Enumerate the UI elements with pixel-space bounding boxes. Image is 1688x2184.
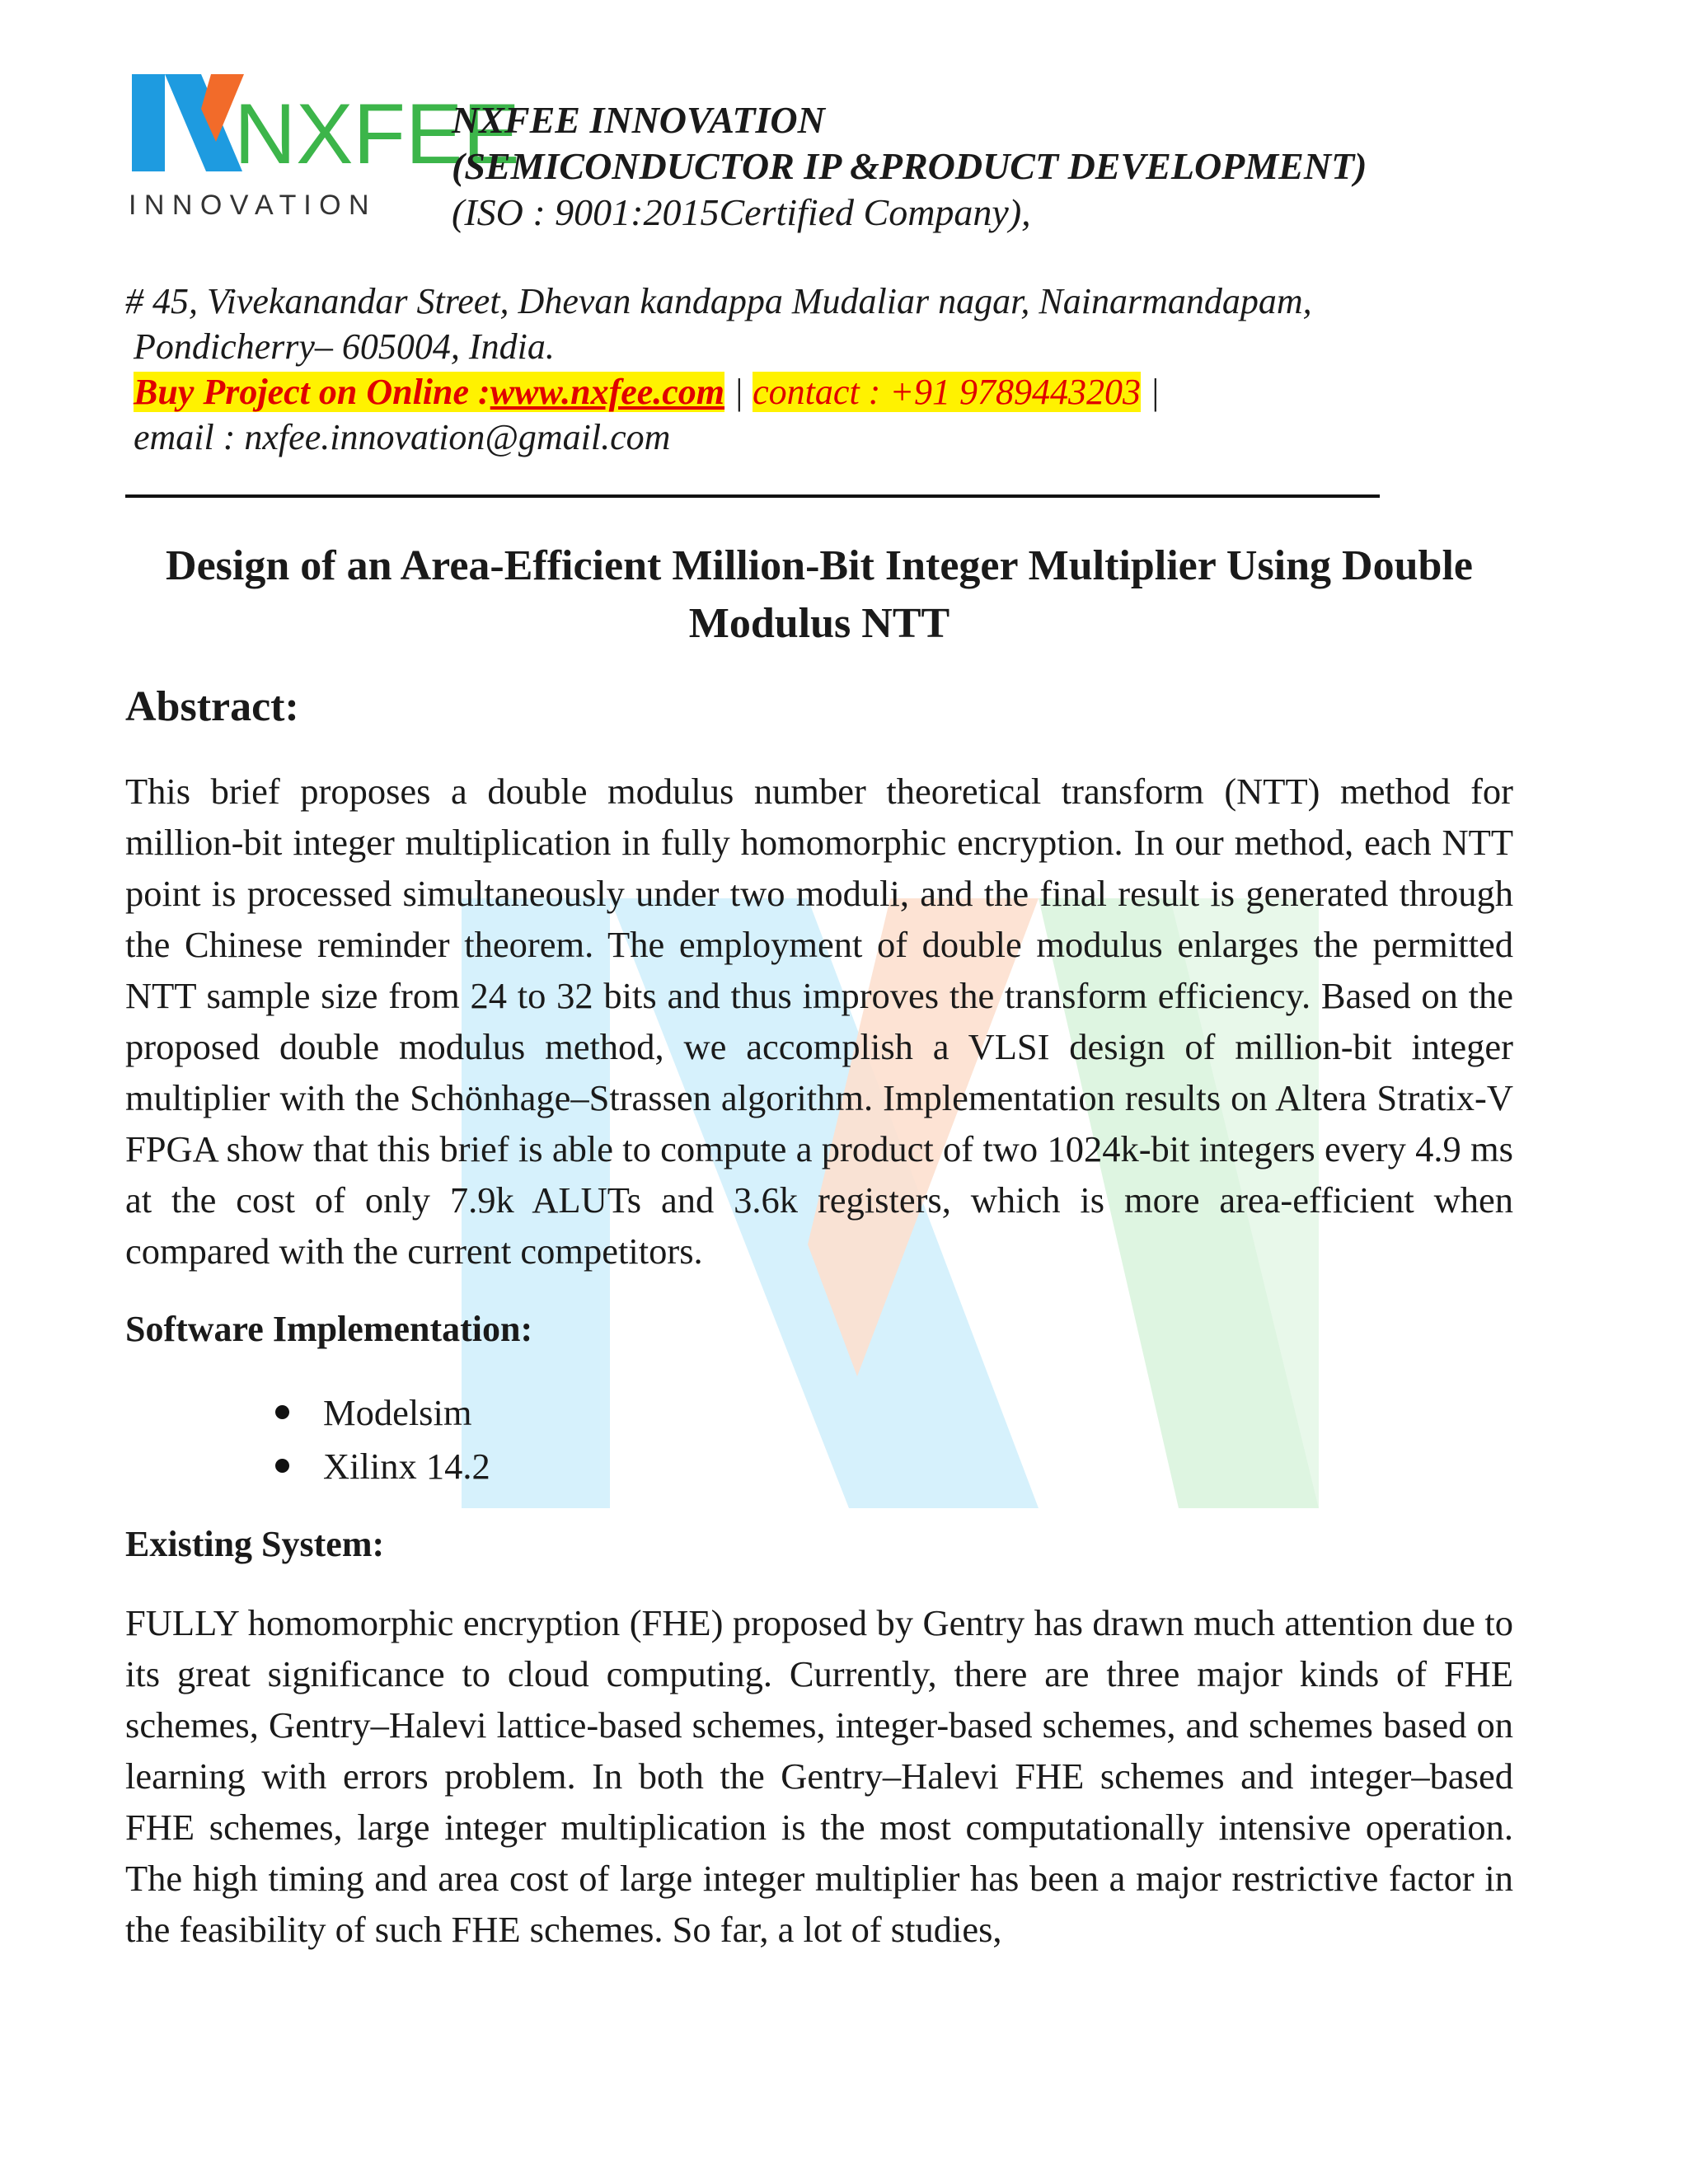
abstract-text: This brief proposes a double modulus number theoretical transform (NTT) method for million-bit integer multiplication in fully homomorphic encryption. In our method, each NTT point is processed simultaneously under two moduli, and the final result is generated through the Chinese reminder theorem. The employment of double modulus enlarges the permitted NTT sample size from 24 to 32 bits and thus improves the transform efficiency. Based on the proposed double modulus method, we accomplish a VLSI design of million-bit integer multiplier with the Schönhage–Strassen algorithm. Implementation results on Altera Stratix-V FPGA show that this brief is able to compute a product of two 1024k-bit integers every 4.9 ms at the cost of only 7.9k ALUTs and 3.6k registers, which is more area-efficient when compared with the current competitors. [125,771,1513,1272]
address-line-2: Pondicherry– 605004, India. [134,326,555,367]
address-block [125,279,1526,460]
company-tagline: (SEMICONDUCTOR IP &PRODUCT DEVELOPMENT) [452,145,1367,187]
bullet-icon [275,1405,289,1419]
separator-end: | [1141,372,1160,412]
abstract-heading: Abstract: [125,683,299,730]
company-logo [125,66,520,231]
contact-line [125,369,1526,415]
company-info [452,97,1523,236]
list-item-label: Modelsim [323,1392,472,1433]
contact-number: contact : +91 9789443203 [753,372,1142,412]
software-list [272,1386,490,1493]
address-line-1: # 45, Vivekanandar Street, Dhevan kandappa Mudaliar nagar, Nainarmandapam, [125,281,1312,321]
certification: (ISO : 9001:2015Certified Company), [452,191,1031,233]
logo-subtext: I N N O V A T I O N [129,190,369,221]
list-item-label: Xilinx 14.2 [323,1446,490,1487]
software-heading: Software Implementation: [125,1309,533,1349]
list-item [272,1440,490,1493]
bullet-icon [275,1459,289,1473]
document-title: Design of an Area-Efficient Million-Bit Integer Multiplier Using Double Modulus NTT [166,542,1473,647]
logo-wordmark: NXFEE [234,87,520,182]
header-divider [125,494,1380,498]
website-link[interactable]: www.nxfee.com [490,372,725,412]
email-line: email : nxfee.innovation@gmail.com [134,417,671,457]
company-name: NXFEE INNOVATION [452,99,825,141]
list-item [272,1386,490,1440]
buy-label: Buy Project on Online : [134,372,490,412]
existing-system-heading: Existing System: [125,1524,385,1564]
existing-system-text: FULLY homomorphic encryption (FHE) proposed by Gentry has drawn much attention due to its great significance to cloud computing. Currently, there are three major kinds of FHE schemes, Gentry–Halevi lattice-based schemes, integer-based schemes, and schemes based on learning with errors problem. In both the Gentry–Halevi FHE schemes and integer–based FHE schemes, large integer multiplication is the most computationally intensive operation. The high timing and area cost of large integer multiplier has been a major restrictive factor in the feasibility of such FHE schemes. So far, a lot of studies, [125,1602,1513,1950]
separator: | [724,372,753,412]
